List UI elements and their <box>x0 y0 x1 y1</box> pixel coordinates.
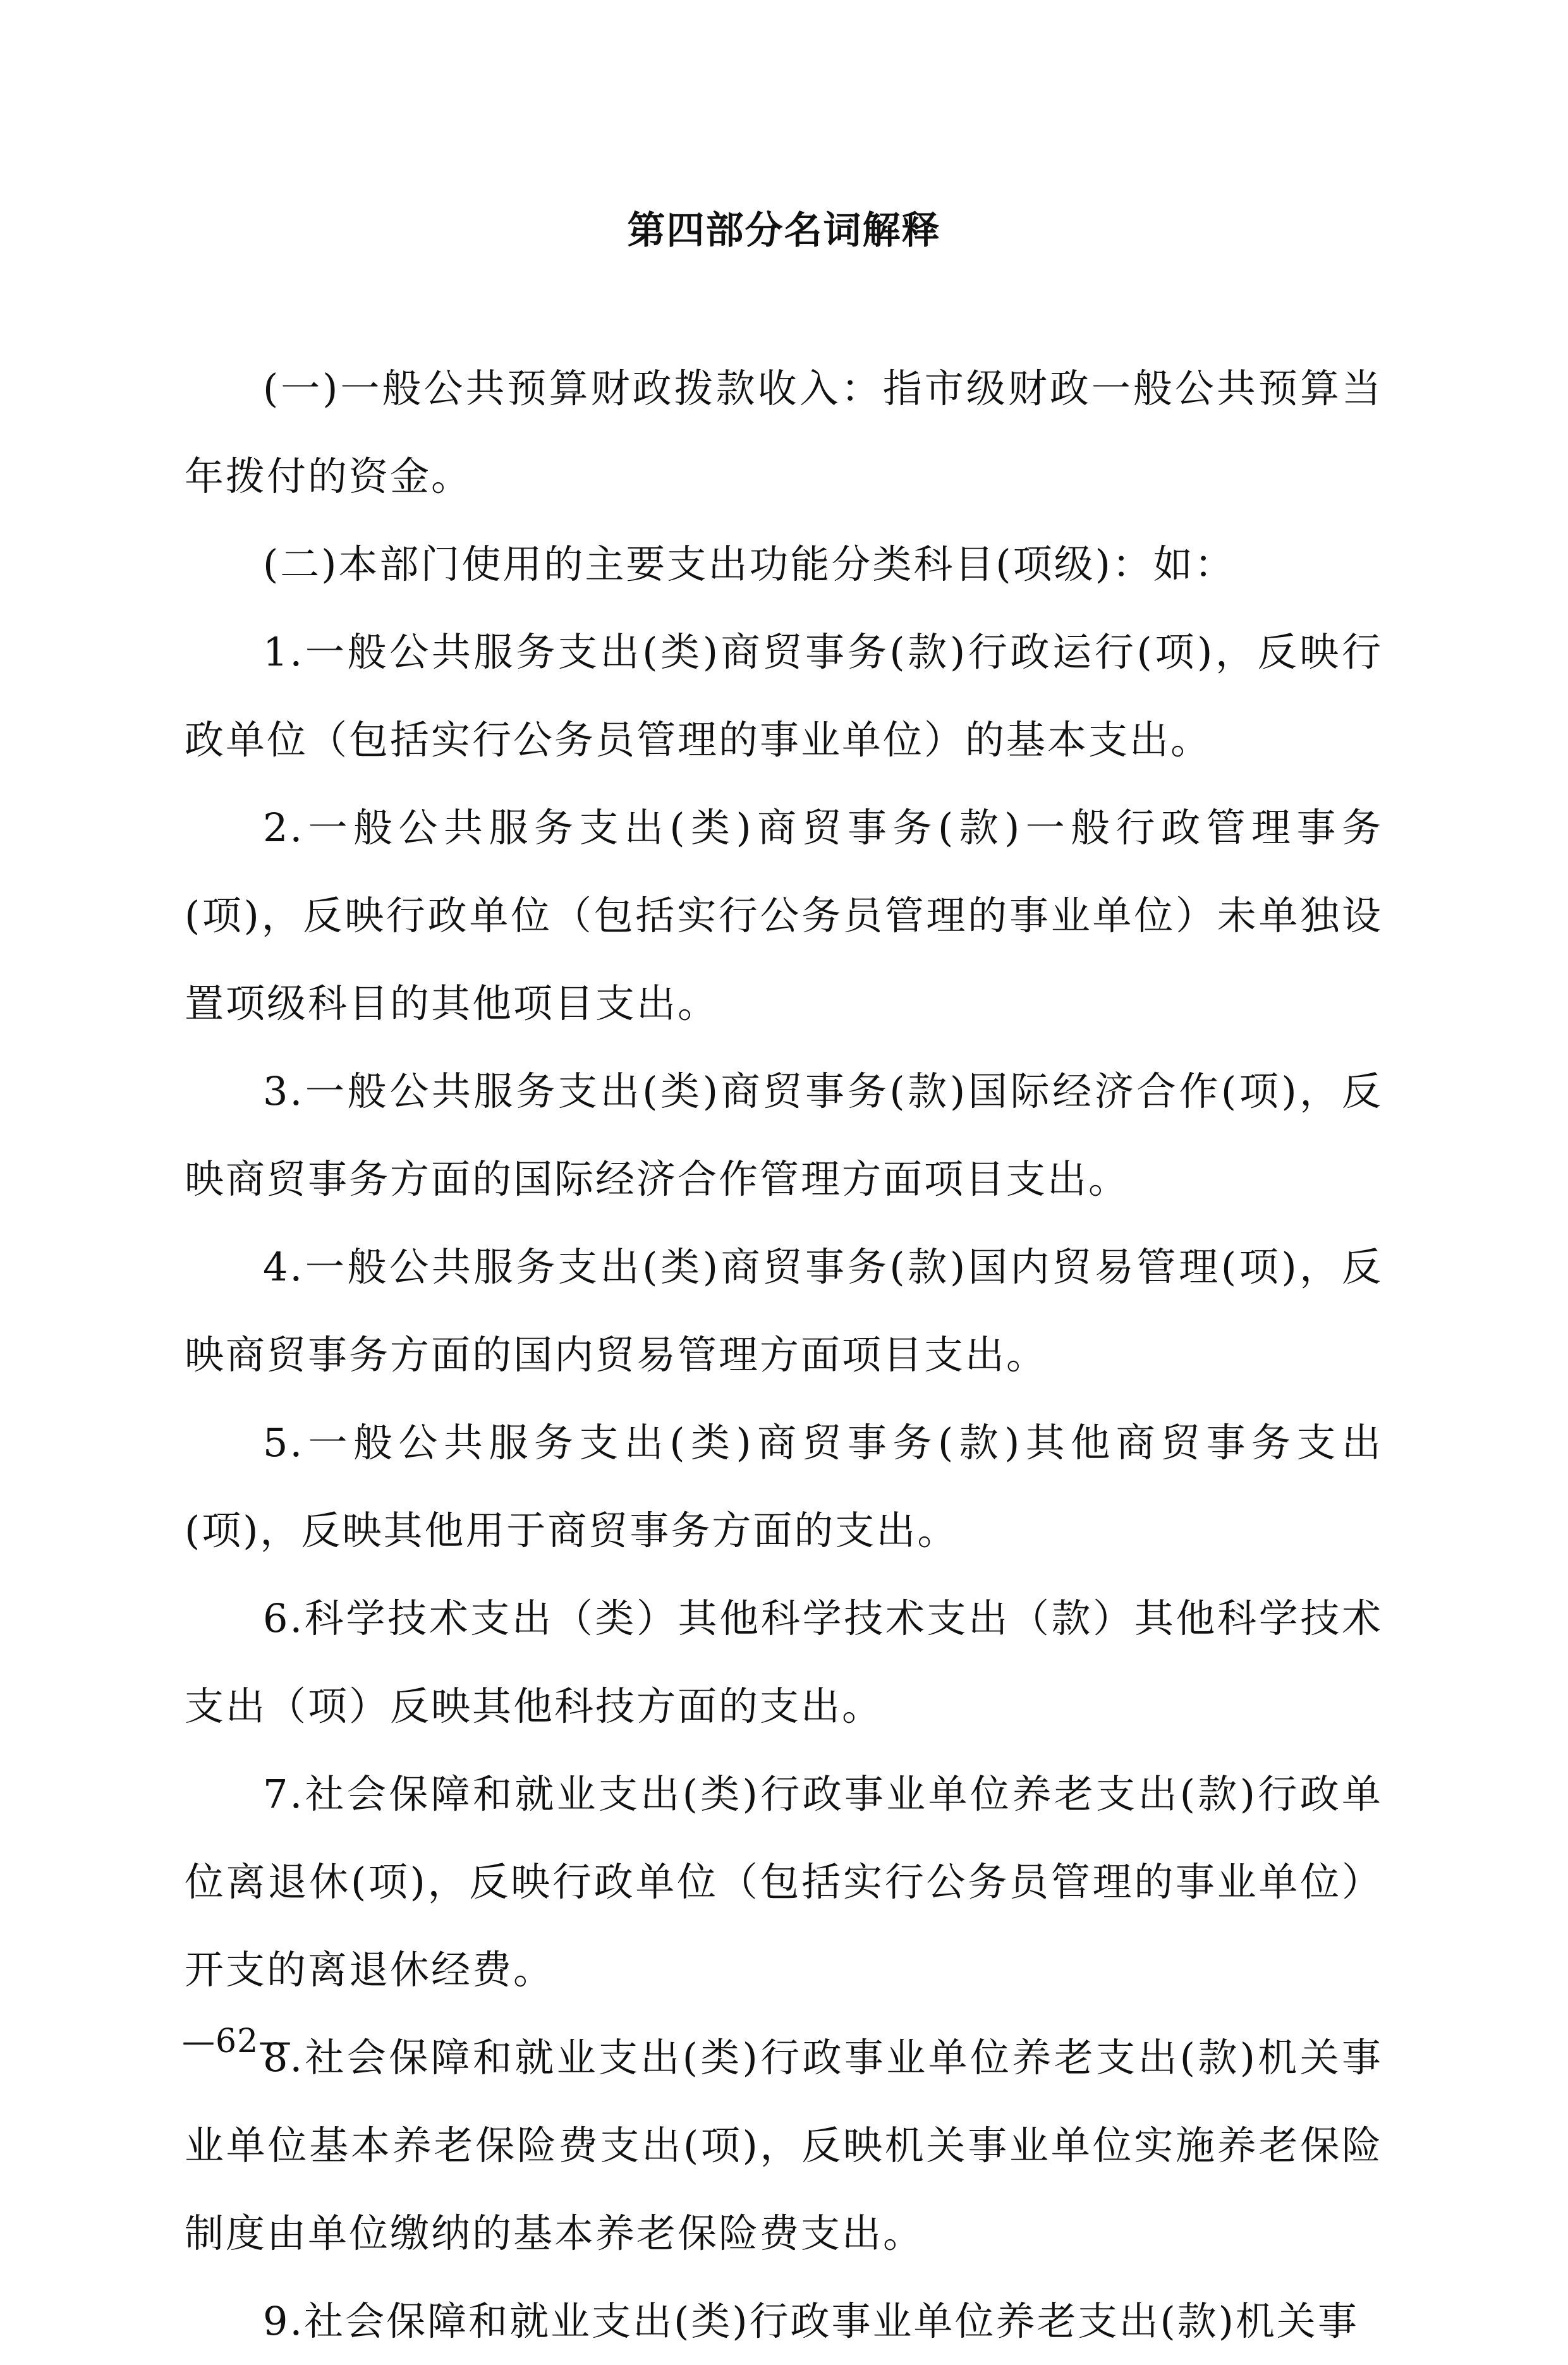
paragraph-item-9: 9.社会保障和就业支出(类)行政事业单位养老支出(款)机关事 <box>263 2298 1359 2344</box>
section-title: 第四部分名词解释 <box>627 209 941 253</box>
page-number: —62— <box>182 2022 293 2060</box>
paragraph-item-8: 8.社会保障和就业支出(类)行政事业单位养老支出(款)机关事业单位基本养老保险费支出(项)，反映机关事业单位实施养老保险制度由单位缴纳的基本养老保险费支出。 <box>185 2034 1383 2256</box>
paragraph-expenditure-categories: (二)本部门使用的主要支出功能分类科目(项级)：如： <box>263 541 1236 587</box>
paragraph-item-4: 4.一般公共服务支出(类)商贸事务(款)国内贸易管理(项)，反映商贸事务方面的国内贸易管理方面项目支出。 <box>185 1244 1383 1378</box>
paragraph-general-budget-revenue: (一)一般公共预算财政拨款收入：指市级财政一般公共预算当年拨付的资金。 <box>185 365 1383 499</box>
paragraph-item-2: 2.一般公共服务支出(类)商贸事务(款)一般行政管理事务(项)，反映行政单位（包括实行公务员管理的事业单位）未单独设置项级科目的其他项目支出。 <box>185 805 1383 1026</box>
paragraph-item-6: 6.科学技术支出（类）其他科学技术支出（款）其他科学技术支出（项）反映其他科技方面的支出。 <box>185 1595 1383 1729</box>
document-body <box>185 344 1383 2365</box>
paragraph-item-3: 3.一般公共服务支出(类)商贸事务(款)国际经济合作(项)，反映商贸事务方面的国际经济合作管理方面项目支出。 <box>185 1068 1383 1202</box>
paragraph-item-7: 7.社会保障和就业支出(类)行政事业单位养老支出(款)行政单位离退休(项)，反映行政单位（包括实行公务员管理的事业单位）开支的离退休经费。 <box>185 1771 1383 1993</box>
paragraph-item-1: 1.一般公共服务支出(类)商贸事务(款)行政运行(项)，反映行政单位（包括实行公务员管理的事业单位）的基本支出。 <box>185 629 1383 763</box>
paragraph-item-5: 5.一般公共服务支出(类)商贸事务(款)其他商贸事务支出(项)，反映其他用于商贸事务方面的支出。 <box>185 1420 1383 1553</box>
